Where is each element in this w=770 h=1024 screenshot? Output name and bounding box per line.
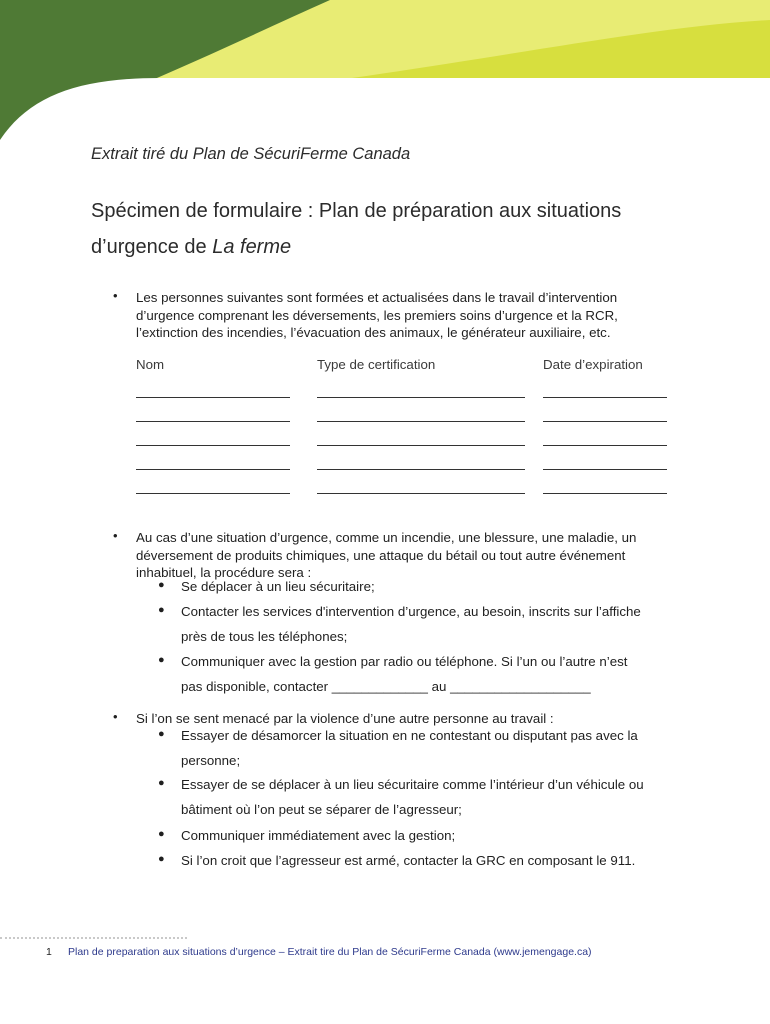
blank-entry-line[interactable]	[543, 445, 667, 446]
bullet-marker: •	[113, 288, 118, 303]
blank-entry-line[interactable]	[317, 469, 525, 470]
text-line: Se déplacer à un lieu sécuritaire;	[181, 579, 375, 594]
page-number: 1	[46, 946, 52, 958]
blank-entry-line[interactable]	[317, 421, 525, 422]
footer-text: Plan de preparation aux situations d’urgence – Extrait tire du Plan de SécuriFerme Canada (www.jemengage.ca)	[68, 946, 592, 958]
title-line-2	[91, 229, 711, 265]
footer-divider	[0, 937, 187, 939]
blank-entry-line[interactable]	[136, 469, 290, 470]
procedure-item	[181, 574, 375, 599]
column-header-expiration: Date d’expiration	[543, 357, 643, 372]
blank-entry-line[interactable]	[543, 469, 667, 470]
text-line: pas disponible, contacter _____________ au ___________________	[181, 679, 591, 694]
violence-item	[181, 848, 635, 873]
sub-bullet-marker: ●	[158, 604, 165, 616]
farm-name: La ferme	[212, 236, 292, 258]
bullet-marker: •	[113, 709, 118, 724]
sub-bullet-marker: ●	[158, 654, 165, 666]
blank-entry-line[interactable]	[136, 445, 290, 446]
violence-item	[181, 823, 455, 848]
page-title	[91, 193, 711, 265]
text-line: Communiquer immédiatement avec la gestion;	[181, 828, 456, 843]
text-line: inhabituel, la procédure sera :	[136, 565, 312, 580]
violence-item	[181, 772, 644, 822]
text-line: personne;	[181, 753, 241, 768]
sub-bullet-marker: ●	[158, 853, 165, 865]
sub-bullet-marker: ●	[158, 828, 165, 840]
blank-entry-line[interactable]	[317, 493, 525, 494]
sub-bullet-marker: ●	[158, 777, 165, 789]
text-line: Si l’on se sent menacé par la violence d’une autre personne au travail :	[136, 711, 554, 726]
column-header-name: Nom	[136, 357, 165, 372]
blank-entry-line[interactable]	[136, 421, 290, 422]
text-line: bâtiment où l’on peut se séparer de l’agresseur;	[181, 802, 462, 817]
title-prefix: d’urgence de	[91, 236, 213, 258]
text-line: d’urgence comprenant les déversements, les premiers soins d’urgence et la RCR,	[136, 307, 618, 323]
blank-entry-line[interactable]	[543, 421, 667, 422]
procedure-item	[181, 649, 627, 699]
text-line: Au cas d’une situation d’urgence, comme un incendie, une blessure, une maladie, un	[136, 530, 637, 545]
procedure-item	[181, 599, 641, 649]
text-line: l’extinction des incendies, l’évacuation des animaux, le générateur auxiliaire, etc.	[136, 325, 611, 340]
header-banner-graphic	[0, 0, 770, 160]
text-line: déversement de produits chimiques, une attaque du bétail ou tout autre événement	[136, 547, 626, 563]
blank-entry-line[interactable]	[317, 445, 525, 446]
text-line: Contacter les services d'intervention d’urgence, au besoin, inscrits sur l’affiche	[181, 604, 641, 619]
violence-item	[181, 723, 638, 773]
blank-entry-line[interactable]	[136, 397, 290, 398]
title-line-1: Spécimen de formulaire : Plan de préparation aux situations	[91, 200, 622, 222]
text-line: Les personnes suivantes sont formées et actualisées dans le travail d’intervention	[136, 290, 618, 305]
section1-intro	[136, 289, 618, 342]
document-subtitle: Extrait tiré du Plan de SécuriFerme Canada	[91, 145, 411, 163]
blank-entry-line[interactable]	[543, 493, 667, 494]
text-line: près de tous les téléphones;	[181, 629, 348, 644]
column-header-certification: Type de certification	[317, 357, 436, 372]
text-line: Communiquer avec la gestion par radio ou téléphone. Si l’un ou l’autre n’est	[181, 654, 628, 669]
sub-bullet-marker: ●	[158, 579, 165, 591]
blank-entry-line[interactable]	[136, 493, 290, 494]
sub-bullet-marker: ●	[158, 728, 165, 740]
text-line: Si l’on croit que l’agresseur est armé, contacter la GRC en composant le 911.	[181, 853, 636, 868]
text-line: Essayer de se déplacer à un lieu sécuritaire comme l’intérieur d’un véhicule ou	[181, 777, 644, 792]
bullet-marker: •	[113, 528, 118, 543]
blank-entry-line[interactable]	[543, 397, 667, 398]
text-line: Essayer de désamorcer la situation en ne contestant ou disputant pas avec la	[181, 728, 638, 743]
blank-entry-line[interactable]	[317, 397, 525, 398]
